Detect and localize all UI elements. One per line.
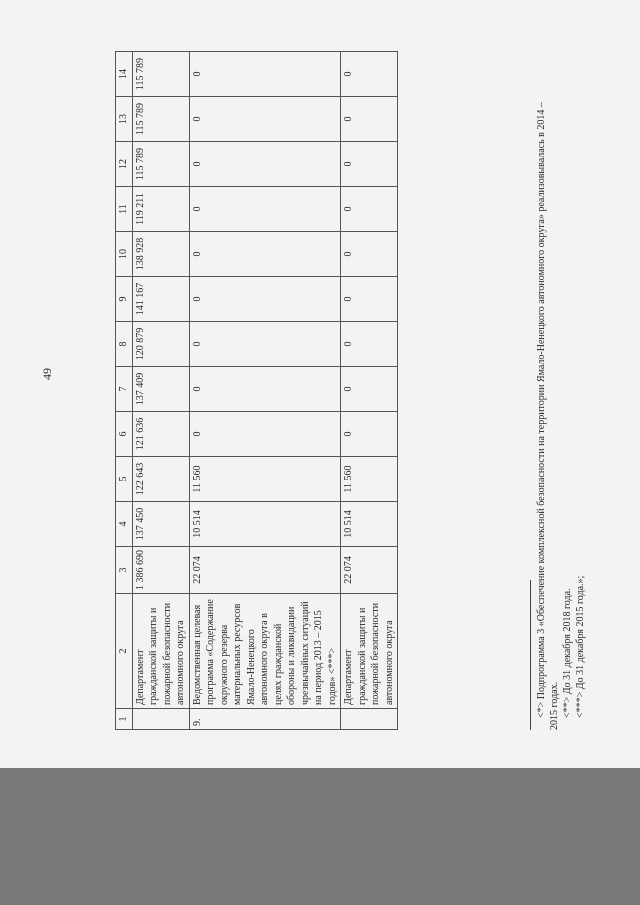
footnote-1: <*> Подпрограмма 3 «Обеспечение комплексной безопасности на территории Ямало-Ненецкого автономного округа» реализовывалась в 2014 – (536, 102, 547, 718)
table-cell: 0 (341, 232, 398, 277)
table-cell: 22 074 (189, 547, 341, 594)
header-cell: 2 (116, 594, 133, 709)
footnote-divider (530, 580, 531, 730)
table-cell: 121 636 (132, 412, 189, 457)
row-number (132, 709, 189, 730)
header-cell: 11 (116, 187, 133, 232)
table-cell: 22 074 (341, 547, 398, 594)
table-cell: 11 560 (341, 457, 398, 502)
table-cell: 119 211 (132, 187, 189, 232)
table-cell: 0 (341, 322, 398, 367)
table-cell: 0 (189, 187, 341, 232)
table-cell: 0 (189, 52, 341, 97)
header-cell: 1 (116, 709, 133, 730)
header-cell: 5 (116, 457, 133, 502)
table-cell: 0 (189, 277, 341, 322)
header-cell: 4 (116, 502, 133, 547)
footnote-3: <***> До 31 декабря 2015 года.»; (575, 575, 586, 718)
table-cell: 11 560 (189, 457, 341, 502)
table-cell: 0 (189, 142, 341, 187)
header-row (116, 52, 133, 730)
table-cell: 115 789 (132, 97, 189, 142)
table-cell: 122 643 (132, 457, 189, 502)
header-cell: 9 (116, 277, 133, 322)
table-cell: 0 (189, 412, 341, 457)
table-cell: 115 789 (132, 52, 189, 97)
table-cell: 0 (341, 142, 398, 187)
row-name: Департамент гражданской защиты и пожарной безопасности автономного округа (132, 594, 189, 709)
header-cell: 7 (116, 367, 133, 412)
footnote-1-continued: 2015 годах. (549, 681, 560, 730)
header-cell: 8 (116, 322, 133, 367)
table-cell: 1 386 690 (132, 547, 189, 594)
table-row (132, 52, 189, 730)
row-number (341, 709, 398, 730)
table-cell: 0 (341, 97, 398, 142)
table-cell: 0 (189, 97, 341, 142)
header-cell: 3 (116, 547, 133, 594)
table-cell: 0 (341, 367, 398, 412)
table-cell: 0 (341, 52, 398, 97)
table-cell: 120 879 (132, 322, 189, 367)
table-cell: 0 (341, 187, 398, 232)
table-cell: 0 (189, 322, 341, 367)
table-cell: 0 (341, 412, 398, 457)
row-name: Ведомственная целевая программа «Содержание окружного резерва материальных ресурсов Ямало-Ненецкого автономного округа в целях гражданской обороны и ликвидации чрезвычайных ситуаций на период 2013 – 2015 годов» <***> (189, 594, 341, 709)
table-cell: 138 928 (132, 232, 189, 277)
table-row (341, 52, 398, 730)
header-cell: 13 (116, 97, 133, 142)
header-cell: 10 (116, 232, 133, 277)
table-cell: 0 (189, 232, 341, 277)
table-cell: 0 (341, 277, 398, 322)
row-name: Департамент гражданской защиты и пожарной безопасности автономного округа (341, 594, 398, 709)
header-cell: 14 (116, 52, 133, 97)
table-cell: 137 409 (132, 367, 189, 412)
header-cell: 12 (116, 142, 133, 187)
table-cell: 0 (189, 367, 341, 412)
budget-table (115, 51, 398, 730)
table-cell: 10 514 (341, 502, 398, 547)
table-row (189, 52, 341, 730)
table-cell: 137 450 (132, 502, 189, 547)
rotated-content (40, 10, 600, 730)
footnote-2: <**> До 31 декабря 2018 года. (562, 588, 573, 718)
row-number: 9. (189, 709, 341, 730)
page-number: 49 (40, 368, 54, 380)
table-cell: 115 789 (132, 142, 189, 187)
table-cell: 10 514 (189, 502, 341, 547)
table-cell: 141 167 (132, 277, 189, 322)
header-cell: 6 (116, 412, 133, 457)
